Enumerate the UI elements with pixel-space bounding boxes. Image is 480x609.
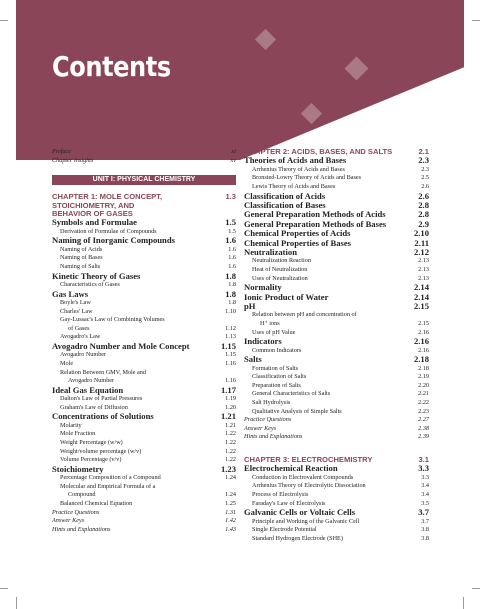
toc-entry-page: 1.25 bbox=[225, 499, 236, 507]
toc-entry[interactable] bbox=[52, 509, 236, 518]
toc-entry-page: 1.5 bbox=[225, 217, 236, 228]
toc-entry[interactable] bbox=[52, 500, 236, 509]
toc-entry-page: 1.6 bbox=[225, 235, 236, 246]
toc-entry-label: Preface bbox=[52, 148, 72, 155]
toc-entry-label: Classification of Acids bbox=[244, 190, 326, 201]
toc-entry-label: Gas Laws bbox=[52, 288, 89, 299]
toc-entry[interactable] bbox=[244, 302, 429, 311]
toc-entry-page: 1.10 bbox=[225, 307, 236, 315]
chapter-title: CHAPTER 3: ELECTROCHEMISTRY bbox=[244, 454, 373, 464]
toc-entry-page: 2.15 bbox=[413, 301, 429, 312]
toc-entry-label: Theories of Acids and Bases bbox=[244, 155, 347, 166]
toc-entry-label: Practice Questions bbox=[244, 416, 292, 424]
toc-entry-label: Relation Between GMV, Mole and bbox=[60, 368, 146, 376]
toc-entry-page: 2.13 bbox=[418, 274, 429, 282]
chapter-title: CHAPTER 2: ACIDS, BASES, AND SALTS bbox=[244, 147, 393, 156]
toc-entry[interactable] bbox=[52, 448, 236, 457]
toc-entry-page: 1.16 bbox=[225, 377, 236, 385]
toc-entry-page: 1.8 bbox=[228, 281, 236, 288]
toc-entry[interactable] bbox=[52, 325, 236, 334]
toc-entry-label: Salt Hydrolysis bbox=[252, 399, 291, 406]
toc-entry[interactable] bbox=[52, 360, 236, 369]
toc-entry-page: 2.6 bbox=[421, 183, 429, 190]
toc-entry[interactable] bbox=[52, 439, 236, 448]
toc-entry[interactable] bbox=[52, 430, 236, 439]
chapter-heading[interactable] bbox=[52, 193, 236, 218]
toc-entry-page: 2.10 bbox=[413, 228, 429, 239]
toc-entry-page: 1.22 bbox=[225, 430, 236, 438]
toc-entry[interactable] bbox=[244, 347, 429, 356]
toc-entry[interactable] bbox=[52, 308, 236, 317]
toc-entry[interactable] bbox=[244, 508, 429, 517]
toc-entry-page: 2.14 bbox=[413, 291, 429, 302]
toc-entry-label: Lewis Theory of Acids and Bases bbox=[252, 183, 336, 190]
toc-entry-label: Naming of Acids bbox=[60, 245, 103, 253]
toc-entry[interactable] bbox=[244, 482, 429, 491]
toc-entry-label: Concentrations of Solutions bbox=[52, 411, 154, 422]
crop-mark bbox=[463, 597, 464, 609]
toc-entry[interactable] bbox=[244, 311, 429, 320]
toc-entry-label: Percentage Composition of a Compound bbox=[60, 474, 161, 482]
toc-entry-label: Derivation of Formulae of Compounds bbox=[60, 227, 157, 235]
toc-entry[interactable] bbox=[52, 290, 236, 299]
toc-entry-page: 1.23 bbox=[220, 463, 236, 474]
toc-entry-label: Conduction in Electrovalent Compounds bbox=[252, 473, 354, 481]
toc-entry-page: 2.21 bbox=[418, 390, 429, 398]
toc-entry[interactable] bbox=[244, 248, 429, 257]
toc-entry-page: 2.22 bbox=[418, 399, 429, 406]
toc-entry-page: 2.18 bbox=[413, 354, 429, 365]
toc-entry-page: 2.16 bbox=[413, 336, 429, 347]
toc-entry-label: Indicators bbox=[244, 336, 282, 347]
toc-entry[interactable] bbox=[244, 526, 429, 535]
toc-entry-label: Common Indicators bbox=[252, 346, 302, 354]
toc-entry-label: Hints and Explanations bbox=[52, 525, 111, 533]
toc-entry-page: 3.7 bbox=[418, 507, 429, 518]
toc-entry-label: Avogadro Number bbox=[68, 377, 115, 385]
toc-entry-label: Uses of pH Value bbox=[252, 328, 296, 336]
toc-entry-page: 2.20 bbox=[418, 381, 429, 389]
toc-entry-label: Stoichiometry bbox=[52, 463, 104, 474]
toc-entry[interactable] bbox=[244, 474, 429, 483]
toc-entry-page: 2.39 bbox=[418, 433, 429, 441]
toc-entry[interactable] bbox=[244, 266, 429, 275]
toc-entry-page: 1.5 bbox=[228, 227, 236, 235]
toc-entry-label: Weight Percentage (w/w) bbox=[60, 438, 123, 446]
toc-entry[interactable] bbox=[52, 517, 236, 526]
toc-entry-page: 1.22 bbox=[225, 456, 236, 464]
toc-entry-label: Weight/volume percentage (w/v) bbox=[60, 447, 142, 455]
toc-entry[interactable] bbox=[52, 299, 236, 308]
toc-entry-label: Chapter Insights bbox=[52, 156, 94, 164]
toc-entry-label: Neutralization Reaction bbox=[252, 257, 311, 265]
toc-entry-label: Naming of Inorganic Compounds bbox=[52, 235, 175, 246]
toc-entry[interactable] bbox=[52, 246, 236, 255]
toc-entry-page: 1.42 bbox=[225, 517, 236, 525]
toc-entry-page: 2.15 bbox=[418, 320, 429, 328]
toc-entry-page: 2.8 bbox=[418, 209, 429, 220]
toc-right-column bbox=[244, 148, 429, 543]
chapter-title: CHAPTER 1: MOLE CONCEPT, STOICHIOMETRY, AND BEHAVIOR OF GASES bbox=[52, 192, 163, 218]
toc-entry[interactable] bbox=[52, 465, 236, 474]
toc-entry-label: Molecular and Empirical Formula of a bbox=[60, 482, 156, 490]
toc-entry-label: General Characteristics of Salts bbox=[252, 390, 331, 398]
toc-entry-page: 2.27 bbox=[418, 416, 429, 424]
toc-entry-page: 2.3 bbox=[418, 155, 429, 166]
toc-entry-label: Dalton's Law of Partial Pressures bbox=[60, 395, 143, 403]
toc-entry-label: Neutralization bbox=[244, 247, 297, 258]
toc-entry[interactable] bbox=[52, 526, 236, 535]
toc-entry[interactable] bbox=[244, 293, 429, 302]
decorative-diamond bbox=[391, 107, 412, 128]
toc-entry-label: Graham's Law of Diffusion bbox=[60, 403, 128, 411]
toc-entry-label: Standard Hydrogen Electrode (SHE) bbox=[252, 534, 343, 542]
chapter-page: 2.1 bbox=[418, 147, 429, 156]
toc-entry-label: Naming of Bases bbox=[60, 254, 103, 262]
toc-entry-page: 1.31 bbox=[225, 508, 236, 516]
toc-entry-label: Gay-Lussac's Law of Combining Volumes bbox=[60, 316, 165, 324]
toc-entry[interactable] bbox=[244, 425, 429, 434]
toc-entry-page: 1.6 bbox=[228, 263, 236, 270]
toc-entry-label: Hints and Explanations bbox=[244, 433, 303, 441]
toc-entry-label: H⁺ ions bbox=[260, 320, 280, 328]
toc-entry-label: Ideal Gas Equation bbox=[52, 384, 124, 395]
toc-entry[interactable] bbox=[52, 474, 236, 483]
toc-entry-label: Characteristics of Gases bbox=[60, 281, 120, 288]
toc-entry[interactable] bbox=[244, 365, 429, 374]
toc-entry-label: Mole bbox=[60, 359, 74, 367]
toc-entry-page: 2.18 bbox=[418, 364, 429, 372]
toc-entry-page: xv bbox=[230, 156, 236, 164]
toc-entry[interactable] bbox=[244, 382, 429, 391]
toc-entry-label: Uses of Neutralization bbox=[252, 274, 308, 282]
toc-entry-label: General Preparation Methods of Bases bbox=[244, 218, 387, 229]
toc-entry[interactable] bbox=[52, 342, 236, 351]
toc-entry-page: 1.21 bbox=[220, 411, 236, 422]
toc-entry-page: 1.24 bbox=[225, 491, 236, 499]
toc-entry[interactable] bbox=[52, 351, 236, 360]
toc-entry-page: 2.14 bbox=[413, 282, 429, 293]
crop-mark bbox=[16, 597, 17, 609]
toc-entry-label: Galvanic Cells or Voltaic Cells bbox=[244, 507, 356, 518]
toc-entry[interactable] bbox=[52, 218, 236, 227]
toc-entry-label: General Preparation Methods of Acids bbox=[244, 209, 386, 220]
toc-entry-label: Molarity bbox=[60, 421, 82, 429]
toc-entry-label: Electrochemical Reaction bbox=[244, 463, 338, 474]
toc-entry-label: Avogadro Number and Mole Concept bbox=[52, 340, 190, 351]
toc-entry[interactable] bbox=[244, 535, 429, 544]
toc-entry-label: of Gases bbox=[68, 324, 90, 332]
toc-entry-page: 2.5 bbox=[421, 174, 429, 182]
toc-entry[interactable] bbox=[244, 433, 429, 442]
toc-entry[interactable] bbox=[52, 386, 236, 395]
toc-entry-page: 3.4 bbox=[421, 490, 429, 498]
page-title: Contents bbox=[52, 50, 171, 83]
toc-entry[interactable] bbox=[244, 491, 429, 500]
toc-entry-label: Naming of Salts bbox=[60, 263, 101, 270]
toc-entry[interactable] bbox=[244, 320, 429, 329]
toc-entry-page: 2.6 bbox=[418, 190, 429, 201]
toc-entry[interactable] bbox=[244, 518, 429, 527]
toc-entry[interactable] bbox=[52, 491, 236, 500]
toc-entry-page: 2.13 bbox=[418, 266, 429, 274]
toc-entry[interactable] bbox=[244, 166, 429, 175]
toc-entry-label: Formation of Salts bbox=[252, 364, 299, 372]
toc-entry-page: 1.6 bbox=[228, 254, 236, 262]
toc-entry[interactable] bbox=[244, 174, 429, 183]
toc-entry-page: 2.8 bbox=[418, 200, 429, 210]
toc-entry-label: Process of Electrolysis bbox=[252, 490, 309, 498]
toc-entry-label: Chemical Properties of Bases bbox=[244, 237, 352, 248]
toc-entry-page: 3.7 bbox=[421, 517, 429, 525]
toc-entry-label: Classification of Salts bbox=[252, 373, 307, 381]
toc-entry-page: 1.6 bbox=[228, 245, 236, 253]
toc-entry-page: 1.22 bbox=[225, 438, 236, 446]
toc-entry-page: 1.15 bbox=[225, 351, 236, 359]
toc-entry-label: Chemical Properties of Acids bbox=[244, 228, 351, 239]
toc-entry-page: 1.24 bbox=[225, 474, 236, 482]
toc-entry[interactable] bbox=[244, 464, 429, 473]
toc-entry[interactable] bbox=[244, 337, 429, 346]
toc-left-column bbox=[52, 148, 236, 534]
toc-entry-label: Compound bbox=[68, 491, 96, 499]
toc-entry-page: 3.3 bbox=[421, 473, 429, 481]
toc-entry-page: 2.16 bbox=[418, 328, 429, 336]
toc-entry-page: 1.8 bbox=[225, 270, 236, 281]
toc-entry[interactable] bbox=[52, 369, 236, 378]
toc-entry-label: Answer Keys bbox=[52, 517, 85, 525]
toc-entry[interactable] bbox=[52, 148, 236, 157]
toc-entry[interactable] bbox=[52, 395, 236, 404]
toc-entry-label: Qualitative Analysis of Simple Salts bbox=[252, 407, 342, 415]
toc-entry[interactable] bbox=[244, 408, 429, 417]
toc-entry-page: 2.13 bbox=[418, 257, 429, 265]
toc-entry[interactable] bbox=[52, 483, 236, 492]
toc-entry[interactable] bbox=[52, 272, 236, 281]
toc-entry-page: 1.17 bbox=[220, 384, 236, 395]
toc-entry-page: 3.8 bbox=[421, 534, 429, 542]
toc-entry-label: Classification of Bases bbox=[244, 200, 326, 210]
toc-entry-page: 2.38 bbox=[418, 424, 429, 432]
toc-entry-label: Arrhenius Theory of Electrolytic Dissociation bbox=[252, 482, 366, 490]
unit-heading: UNIT I: PHYSICAL CHEMISTRY bbox=[52, 175, 236, 185]
toc-entry[interactable] bbox=[52, 422, 236, 431]
chapter-2-entries bbox=[244, 156, 429, 442]
toc-entry[interactable] bbox=[244, 416, 429, 425]
toc-entry-page: 3.5 bbox=[421, 499, 429, 507]
toc-entry-page: 2.12 bbox=[413, 247, 429, 258]
toc-entry[interactable] bbox=[244, 373, 429, 382]
toc-entry-label: pH bbox=[244, 301, 256, 312]
crop-mark bbox=[0, 20, 8, 21]
toc-entry-page: 3.3 bbox=[418, 463, 429, 474]
toc-entry[interactable] bbox=[244, 399, 429, 408]
toc-entry-page: 1.12 bbox=[225, 324, 236, 332]
toc-entry[interactable] bbox=[52, 412, 236, 421]
toc-entry-label: Relation between pH and concentration of bbox=[252, 311, 357, 319]
toc-entry-label: Avogadro Number bbox=[60, 351, 107, 359]
toc-entry-label: Bronsted-Lowry Theory of Acids and Bases bbox=[252, 174, 362, 182]
toc-entry-page: 2.3 bbox=[421, 165, 429, 173]
chapter-3-entries bbox=[244, 464, 429, 543]
chapter-1-entries bbox=[52, 218, 236, 534]
toc-entry[interactable] bbox=[52, 157, 236, 166]
toc-entry-label: Practice Questions bbox=[52, 508, 100, 516]
toc-entry[interactable] bbox=[244, 257, 429, 266]
toc-entry-page: 1.13 bbox=[225, 333, 236, 341]
toc-entry[interactable] bbox=[244, 390, 429, 399]
toc-entry-page: 2.19 bbox=[418, 373, 429, 381]
toc-entry-label: Salts bbox=[244, 354, 262, 365]
toc-entry-label: Symbols and Formulae bbox=[52, 217, 137, 228]
toc-entry-label: Normality bbox=[244, 282, 282, 293]
toc-entry-label: Arrhenius Theory of Acids and Bases bbox=[252, 165, 345, 173]
toc-entry-page: 2.16 bbox=[418, 346, 429, 354]
toc-entry-page: 1.16 bbox=[225, 359, 236, 367]
toc-entry-label: Kinetic Theory of Gases bbox=[52, 270, 141, 281]
toc-entry[interactable] bbox=[52, 316, 236, 325]
toc-entry[interactable] bbox=[52, 236, 236, 245]
toc-entry-label: Ionic Product of Water bbox=[244, 291, 329, 302]
toc-entry-page: 1.15 bbox=[220, 340, 236, 351]
crop-mark bbox=[472, 588, 480, 589]
toc-entry-page: 3.8 bbox=[421, 526, 429, 534]
toc-entry-page: 1.22 bbox=[225, 447, 236, 455]
toc-entry-page: 1.20 bbox=[225, 403, 236, 411]
toc-entry-label: Balanced Chemical Equation bbox=[60, 499, 133, 507]
crop-mark bbox=[0, 588, 8, 589]
toc-entry[interactable] bbox=[244, 355, 429, 364]
toc-entry-label: Heat of Neutralization bbox=[252, 266, 308, 274]
toc-entry-page: 1.19 bbox=[225, 395, 236, 403]
toc-entry-page: 1.43 bbox=[225, 525, 236, 533]
toc-entry-label: Avogadro's Law bbox=[60, 333, 101, 341]
toc-entry-label: Principle and Working of the Galvanic Cell bbox=[252, 517, 360, 525]
toc-entry-page: 2.23 bbox=[418, 407, 429, 415]
toc-entry-label: Single Electrode Potential bbox=[252, 526, 317, 534]
chapter-page: 3.1 bbox=[418, 454, 429, 464]
crop-mark bbox=[472, 20, 480, 21]
toc-entry-label: Boyle's Law bbox=[60, 299, 91, 306]
toc-entry[interactable] bbox=[244, 156, 429, 165]
toc-entry-page: 3.4 bbox=[421, 482, 429, 490]
toc-entry-page: 1.8 bbox=[228, 299, 236, 306]
toc-entry-label: Preparation of Salts bbox=[252, 381, 301, 389]
front-matter-list bbox=[52, 148, 236, 165]
toc-entry-label: Charles' Law bbox=[60, 307, 93, 315]
toc-entry[interactable] bbox=[52, 254, 236, 263]
toc-entry-page: 2.11 bbox=[414, 237, 429, 248]
toc-entry-page: 1.21 bbox=[225, 421, 236, 429]
toc-entry-page: 1.8 bbox=[225, 288, 236, 299]
toc-entry-label: Mole Fraction bbox=[60, 430, 96, 438]
chapter-page: 1.3 bbox=[225, 192, 236, 202]
toc-entry-label: Volume Percentage (v/v) bbox=[60, 456, 122, 464]
toc-entry-label: Faraday's Law of Electrolysis bbox=[252, 499, 326, 507]
toc-entry-page: xi bbox=[231, 148, 236, 155]
toc-entry-label: Answer Keys bbox=[244, 424, 277, 432]
toc-entry-page: 2.9 bbox=[418, 218, 429, 229]
